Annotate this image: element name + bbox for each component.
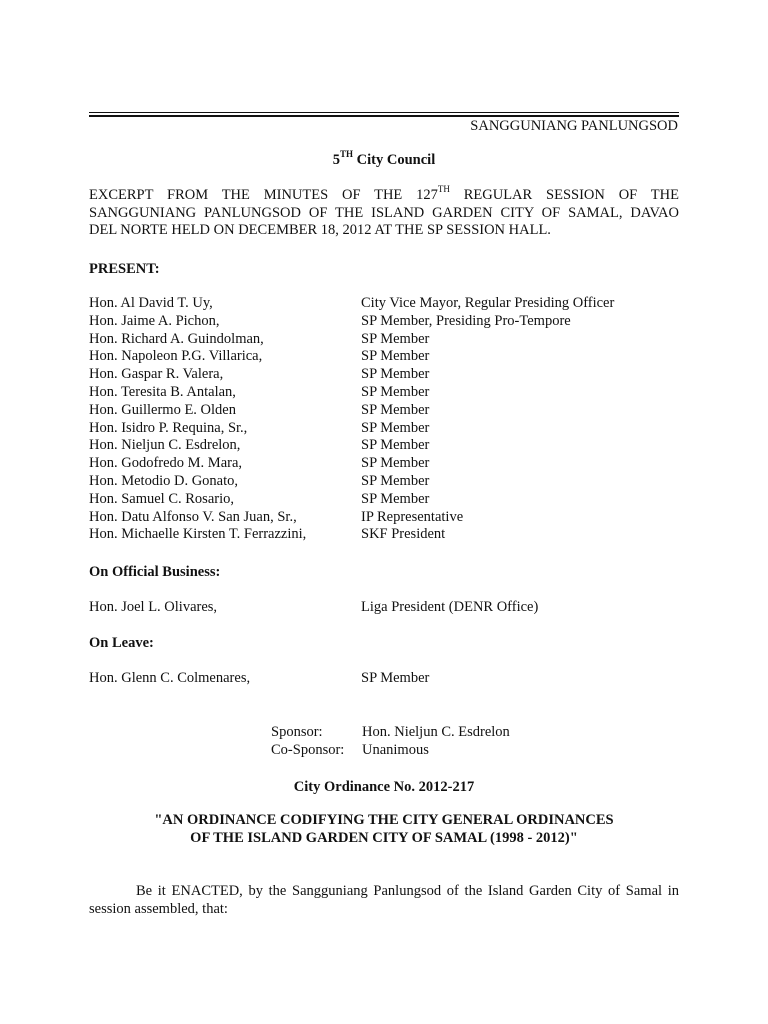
ordinance-number: City Ordinance No. 2012-217: [293, 779, 475, 795]
top-rule: [89, 112, 679, 113]
ordinance-title-line-2: OF THE ISLAND GARDEN CITY OF SAMAL (1998 - 2012)": [190, 829, 578, 846]
org-header: SANGGUNIANG PANLUNGSOD: [470, 118, 678, 134]
member-name: Hon. Gaspar R. Valera,: [89, 366, 224, 383]
member-name: Hon. Al David T. Uy,: [89, 295, 213, 311]
present-heading: PRESENT:: [89, 261, 160, 277]
member-name: Hon. Godofredo M. Mara,: [89, 455, 243, 472]
member-name: Hon. Isidro P. Requina, Sr.,: [89, 419, 248, 436]
member-role: SKF President: [361, 526, 446, 543]
member-name: Hon. Napoleon P.G. Villarica,: [89, 348, 263, 365]
excerpt-line-2: SANGGUNIANG PANLUNGSOD OF THE ISLAND GARDEN CITY OF SAMAL, DAVAO: [89, 204, 679, 221]
member-role: SP Member: [361, 472, 430, 489]
member-role: SP Member: [361, 366, 430, 383]
member-name: Hon. Metodio D. Gonato,: [89, 472, 239, 489]
official-business-name: Hon. Joel L. Olivares,: [89, 599, 218, 615]
sponsor-value: Hon. Nieljun C. Esdrelon: [362, 724, 510, 740]
member-row: [89, 348, 689, 366]
member-role: SP Member, Presiding Pro-Tempore: [361, 312, 571, 329]
excerpt-line-1: EXCERPT FROM THE MINUTES OF THE 127TH REGULAR SESSION OF THE: [89, 184, 679, 203]
member-name: Hon. Nieljun C. Esdrelon,: [89, 437, 241, 454]
member-row: [89, 420, 689, 438]
member-name: Hon. Guillermo E. Olden: [89, 401, 236, 418]
member-row: [89, 491, 689, 509]
cosponsor-label: Co-Sponsor:: [271, 742, 345, 758]
member-row: [89, 313, 689, 331]
cosponsor-value: Unanimous: [362, 742, 429, 758]
sponsor-label: Sponsor:: [271, 724, 323, 740]
member-role: SP Member: [361, 383, 430, 400]
member-row: [89, 455, 689, 473]
member-role: City Vice Mayor, Regular Presiding Officer: [361, 295, 615, 311]
member-row: [89, 384, 689, 402]
present-members-list: [89, 295, 689, 544]
on-leave-role: SP Member: [361, 670, 430, 686]
member-row: [89, 295, 689, 313]
member-name: Hon. Samuel C. Rosario,: [89, 490, 234, 507]
member-row: [89, 437, 689, 455]
enactment-line-1: Be it ENACTED, by the Sangguniang Panlungsod of the Island Garden City of Samal in: [136, 883, 679, 899]
member-role: SP Member: [361, 348, 430, 365]
member-row: [89, 331, 689, 349]
member-row: [89, 366, 689, 384]
member-name: Hon. Teresita B. Antalan,: [89, 383, 236, 400]
member-row: [89, 526, 689, 544]
member-name: Hon. Datu Alfonso V. San Juan, Sr.,: [89, 508, 297, 525]
excerpt-line-3: DEL NORTE HELD ON DECEMBER 18, 2012 AT THE SP SESSION HALL.: [89, 222, 551, 239]
member-role: SP Member: [361, 419, 430, 436]
ordinance-title-line-1: "AN ORDINANCE CODIFYING THE CITY GENERAL ORDINANCES: [154, 812, 614, 828]
member-name: Hon. Jaime A. Pichon,: [89, 312, 220, 329]
member-name: Hon. Richard A. Guindolman,: [89, 330, 264, 347]
ordinance-title: [0, 812, 768, 848]
enactment-clause: [89, 883, 679, 919]
on-leave-heading: On Leave:: [89, 635, 154, 651]
member-role: IP Representative: [361, 508, 464, 525]
enactment-line-2: session assembled, that:: [89, 900, 228, 917]
official-business-role: Liga President (DENR Office): [361, 599, 539, 615]
member-role: SP Member: [361, 490, 430, 507]
on-leave-name: Hon. Glenn C. Colmenares,: [89, 670, 251, 686]
member-role: SP Member: [361, 437, 430, 454]
member-row: [89, 473, 689, 491]
excerpt-paragraph: [89, 184, 679, 240]
member-name: Hon. Michaelle Kirsten T. Ferrazzini,: [89, 526, 307, 543]
member-row: [89, 402, 689, 420]
council-title: 5TH City Council: [332, 149, 436, 168]
member-role: SP Member: [361, 401, 430, 418]
member-role: SP Member: [361, 330, 430, 347]
official-business-heading: On Official Business:: [89, 564, 221, 580]
member-role: SP Member: [361, 455, 430, 472]
member-row: [89, 509, 689, 527]
